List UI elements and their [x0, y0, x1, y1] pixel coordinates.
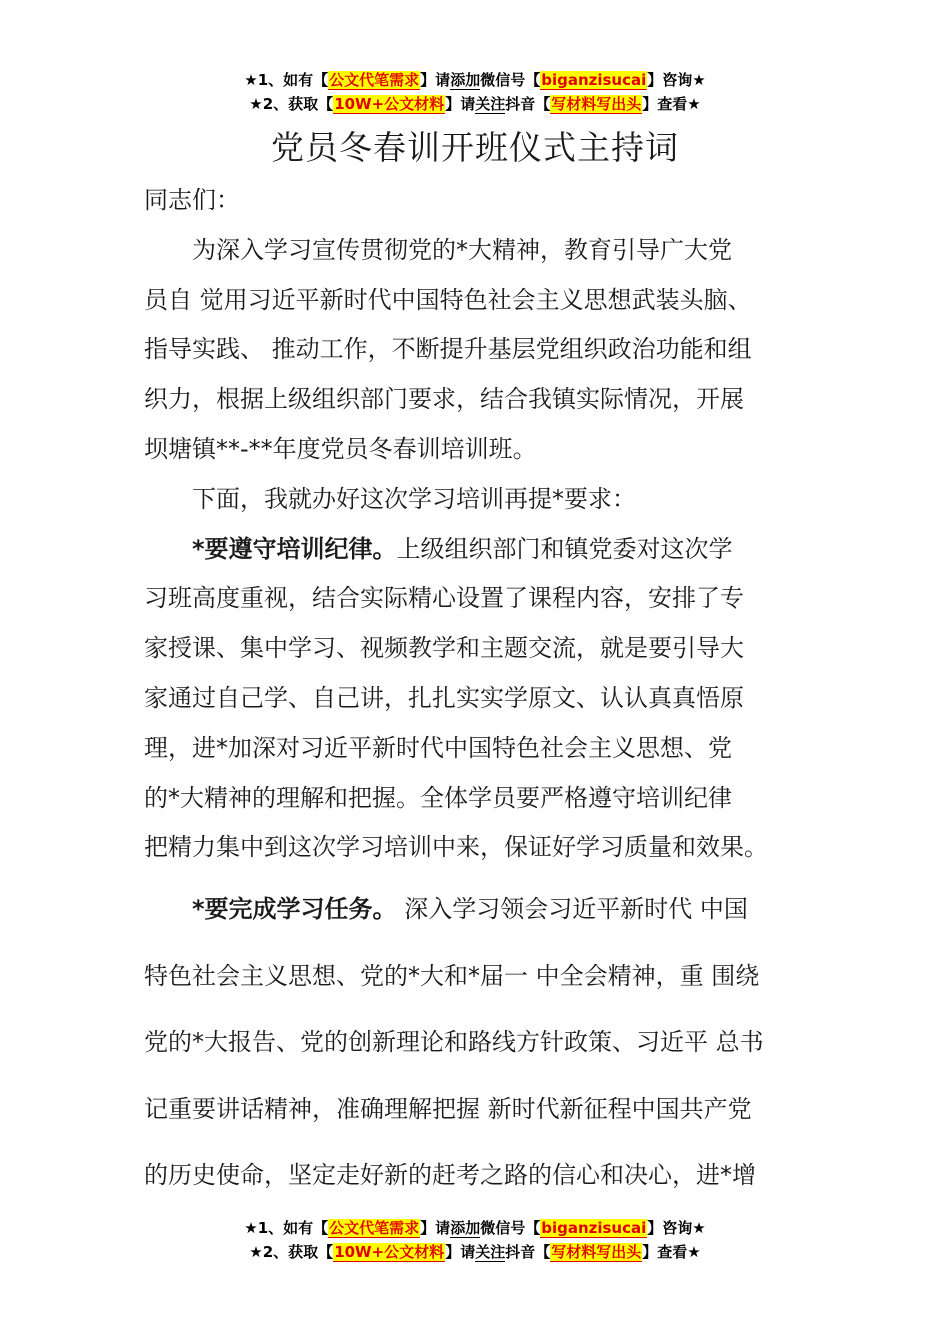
text-line — [144, 876, 808, 943]
text-line: 记重要讲话精神，准确理解把握 新时代新征程中国共产党 — [144, 1094, 752, 1123]
document-title: 党员冬春训开班仪式主持词 — [271, 128, 679, 167]
document-body-continued — [144, 876, 808, 1209]
banner-text: ★2、获取【 — [249, 1243, 334, 1261]
document-body — [144, 176, 808, 873]
banner-text: 抖音【 — [505, 95, 551, 113]
paragraph-intro — [144, 226, 808, 475]
banner-text: 微信号【 — [480, 1219, 541, 1237]
banner-text: 】请 — [420, 71, 451, 89]
text-line: 的*大精神的理解和把握。全体学员要严格遵守培训纪律 — [144, 783, 732, 812]
banner-highlight: 公文代笔需求 — [329, 1219, 420, 1237]
banner-text: 抖音【 — [505, 1243, 551, 1261]
text-line: 理，进*加深对习近平新时代中国特色社会主义思想、党 — [144, 733, 732, 762]
banner-highlight: 写材料写出头 — [551, 1243, 642, 1261]
paragraph-discipline — [144, 525, 808, 874]
banner-text: 微信号【 — [480, 71, 541, 89]
banner-line-2 — [0, 1240, 950, 1264]
banner-line-1 — [0, 68, 950, 92]
paragraph-lead: *要完成学习任务。 — [192, 895, 397, 923]
banner-highlight: 公文代笔需求 — [329, 71, 420, 89]
footer-banner — [0, 1216, 950, 1264]
text-line: 把精力集中到这次学习培训中来，保证好学习质量和效果。 — [144, 833, 768, 862]
banner-text: 】请 — [445, 1243, 476, 1261]
banner-text: 】请 — [445, 95, 476, 113]
banner-underline: 关注 — [475, 1243, 506, 1261]
greeting: 同志们： — [144, 186, 240, 214]
text-line: 织力，根据上级组织部门要求，结合我镇实际情况，开展 — [144, 385, 744, 414]
banner-highlight: 10W+公文材料 — [334, 1243, 445, 1261]
banner-highlight: 写材料写出头 — [551, 95, 642, 113]
banner-highlight: 10W+公文材料 — [334, 95, 445, 113]
banner-text: 】查看★ — [642, 95, 701, 113]
text-line: 的历史使命，坚定走好新的赶考之路的信心和决心，进*增 — [144, 1161, 756, 1189]
banner-highlight: biganzisucai — [541, 1219, 647, 1237]
banner-highlight: biganzisucai — [541, 71, 647, 89]
text-line: 坝塘镇**-**年度党员冬春训培训班。 — [144, 434, 537, 463]
banner-text: ★2、获取【 — [249, 95, 334, 113]
banner-line-2 — [0, 92, 950, 116]
banner-text: 】请 — [420, 1219, 451, 1237]
banner-text: ★1、如有【 — [244, 1219, 329, 1237]
text-run: 上级组织部门和镇党委对这次学 — [396, 534, 733, 563]
paragraph-transition: 下面，我就办好这次学习培训再提*要求： — [192, 484, 636, 513]
text-line: 为深入学习宣传贯彻党的*大精神，教育引导广大党 — [192, 235, 732, 264]
text-line: 习班高度重视，结合实际精心设置了课程内容，安排了专 — [144, 584, 744, 613]
text-line: 家通过自己学、自己讲，扎扎实实学原文、认认真真悟原 — [144, 683, 744, 712]
text-run: 深入学习领会习近平新时代 中国 — [396, 895, 748, 923]
banner-underline: 添加 — [450, 71, 481, 89]
text-line — [144, 525, 808, 575]
banner-underline: 关注 — [475, 95, 506, 113]
banner-underline: 添加 — [450, 1219, 481, 1237]
header-banner — [0, 68, 950, 116]
paragraph-lead: *要遵守培训纪律。 — [192, 534, 397, 563]
text-line: 特色社会主义思想、党的*大和*届一 中全会精神，重 围绕 — [144, 961, 760, 990]
text-line: 党的*大报告、党的创新理论和路线方针政策、习近平 总书 — [144, 1028, 764, 1056]
banner-text: 】咨询★ — [647, 71, 706, 89]
text-line: 员自 觉用习近平新时代中国特色社会主义思想武装头脑、 — [144, 285, 752, 314]
banner-text: 】咨询★ — [647, 1219, 706, 1237]
text-line: 指导实践、 推动工作，不断提升基层党组织政治功能和组 — [144, 335, 752, 364]
text-line: 家授课、集中学习、视频教学和主题交流，就是要引导大 — [144, 634, 744, 663]
banner-text: 】查看★ — [642, 1243, 701, 1261]
banner-line-1 — [0, 1216, 950, 1240]
banner-text: ★1、如有【 — [244, 71, 329, 89]
paragraph-tasks — [144, 876, 808, 1209]
